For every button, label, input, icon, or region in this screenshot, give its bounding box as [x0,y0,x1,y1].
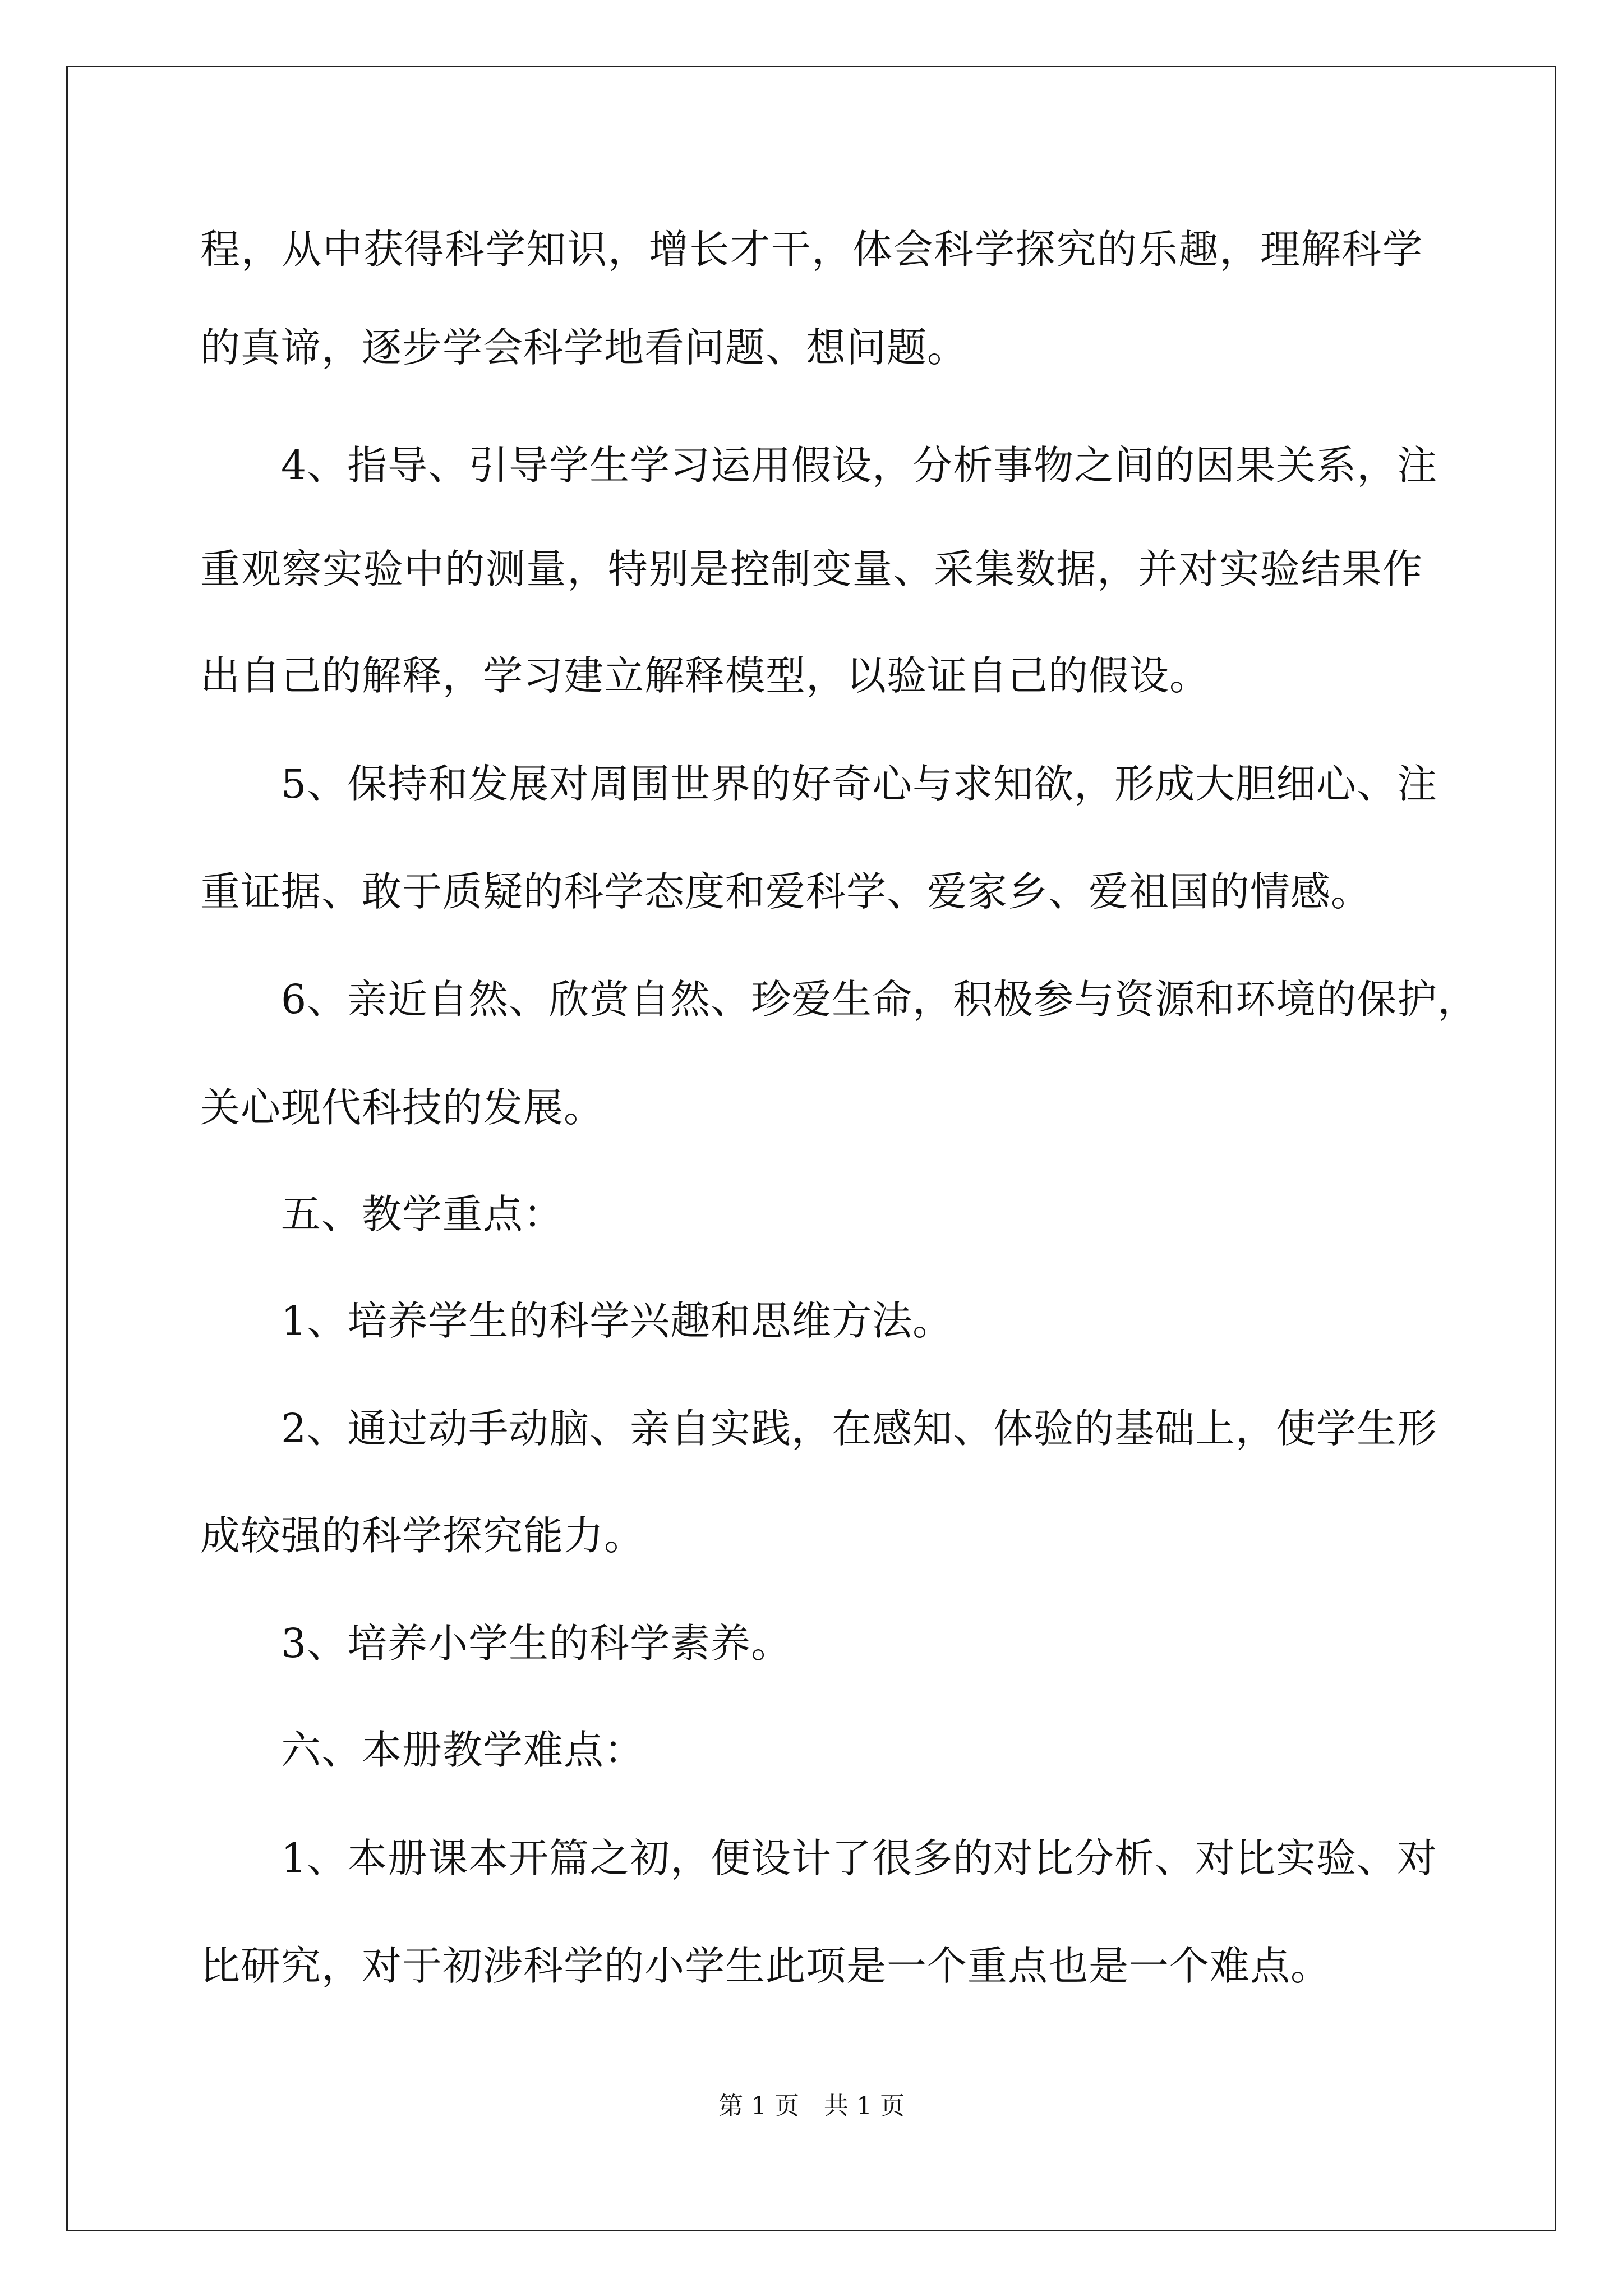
text-line: 程，从中获得科学知识，增长才干，体会科学探究的乐趣，理解科学 [200,226,1423,273]
text-line: 的真谛，逐步学会科学地看问题、想问题。 [200,324,968,371]
text-line: 5、保持和发展对周围世界的好奇心与求知欲，形成大胆细心、注 [200,761,1438,807]
section-heading: 五、教学重点： [200,1191,564,1237]
text-line: 2、通过动手动脑、亲自实践，在感知、体验的基础上，使学生形 [200,1405,1438,1452]
text-line: 比研究，对于初涉科学的小学生此项是一个重点也是一个难点。 [200,1943,1331,1989]
text-line: 1、本册课本开篇之初，便设计了很多的对比分析、对比实验、对 [200,1835,1438,1881]
page-border [66,66,1556,2231]
text-line: 重观察实验中的测量，特别是控制变量、采集数据，并对实验结果作 [200,546,1423,592]
page-number-footer: 第 1 页 共 1 页 [718,2092,905,2120]
text-line: 关心现代科技的发展。 [200,1084,605,1131]
text-line: 重证据、敢于质疑的科学态度和爱科学、爱家乡、爱祖国的情感。 [200,868,1372,915]
text-line: 3、培养小学生的科学素养。 [200,1620,792,1667]
text-line: 6、亲近自然、欣赏自然、珍爱生命，积极参与资源和环境的保护， [200,976,1478,1023]
section-heading: 六、本册教学难点： [200,1727,645,1773]
text-line: 4、指导、引导学生学习运用假设，分析事物之间的因果关系，注 [200,442,1438,489]
text-line: 出自己的解释，学习建立解释模型，以验证自己的假设。 [200,652,1210,699]
text-line: 成较强的科学探究能力。 [200,1512,645,1559]
text-line: 1、培养学生的科学兴趣和思维方法。 [200,1297,953,1344]
